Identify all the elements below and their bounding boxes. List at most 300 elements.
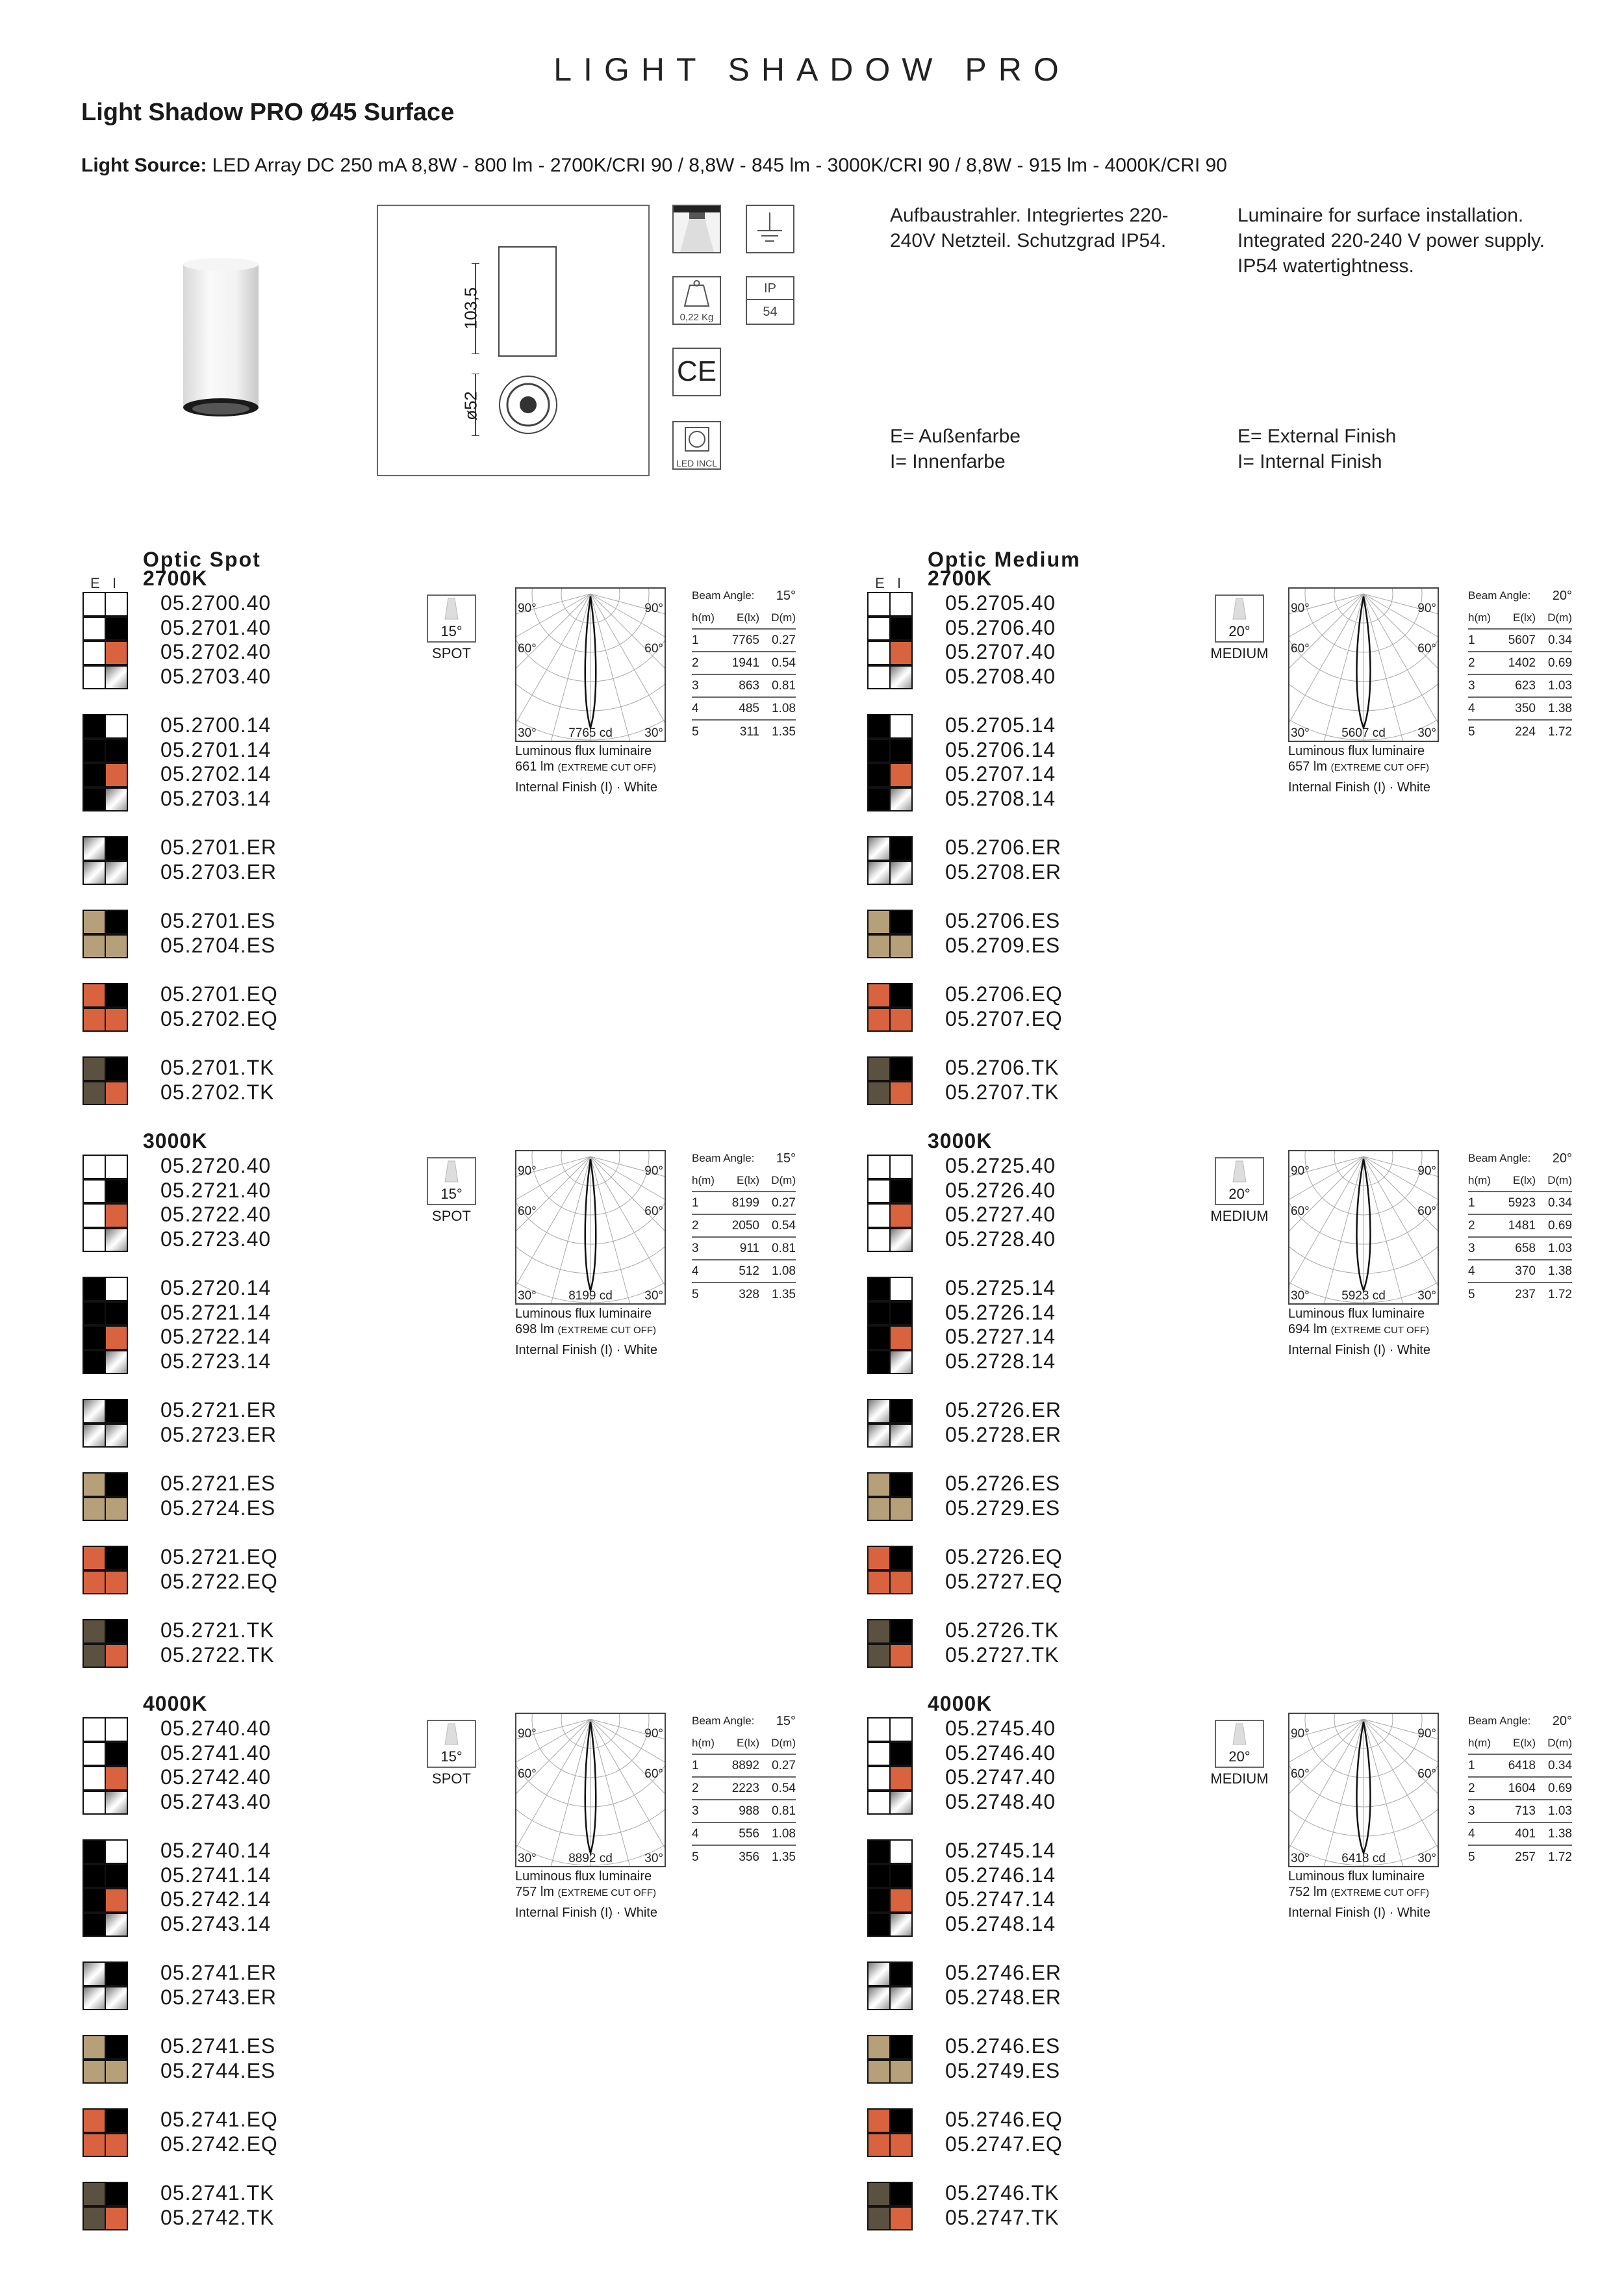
table-row[interactable] [867,1643,1059,1668]
article-code[interactable]: 05.2725.40 [945,1154,1056,1178]
table-row[interactable] [82,1618,274,1643]
table-row[interactable] [82,934,275,958]
angle-60-right: 60° [644,1205,663,1218]
flux-info [515,743,657,795]
brand-title: LIGHT SHADOW PRO [553,51,1071,88]
table-row[interactable] [82,1717,271,1741]
table-row[interactable] [82,665,271,689]
table-row[interactable] [867,909,1060,934]
article-code[interactable]: 05.2705.14 [945,713,1056,737]
illuminance-e: 328 [739,1287,759,1301]
angle-60-left: 60° [518,1205,537,1218]
external-finish-copper [82,1546,106,1570]
table-row[interactable] [867,982,1063,1007]
table-row[interactable] [867,1717,1056,1741]
article-code[interactable]: 05.2724.ES [160,1496,276,1520]
finish-swatch [867,1791,911,1814]
table-row[interactable] [867,1496,1060,1521]
finish-swatch [867,1056,911,1080]
illuminance-e: 224 [1515,724,1536,739]
angle-90-left: 90° [1291,1727,1310,1741]
table-row[interactable] [867,1570,1063,1594]
table-row[interactable] [82,1986,277,2010]
table-row[interactable] [867,1227,1056,1252]
article-code[interactable]: 05.2723.14 [160,1349,272,1373]
table-row[interactable] [867,1741,1056,1766]
article-code[interactable]: 05.2701.EQ [160,982,278,1006]
article-code[interactable]: 05.2722.40 [160,1203,272,1227]
table-row[interactable] [867,2108,1063,2132]
table-row[interactable] [82,738,271,763]
article-code[interactable]: 05.2707.14 [945,762,1056,786]
article-code[interactable]: 05.2706.ES [945,909,1061,933]
optic-label: SPOT [432,1770,471,1787]
external-finish-white [82,1179,106,1204]
finish-swatch [82,617,127,640]
table-header [692,1732,796,1755]
article-code[interactable]: 05.2745.40 [945,1717,1056,1741]
internal-finish-copper [889,1766,913,1791]
article-code[interactable]: 05.2721.14 [160,1300,272,1324]
internal-finish-chrome [889,1791,913,1815]
article-code[interactable]: 05.2745.14 [945,1839,1056,1863]
internal-finish-chrome [105,1791,128,1815]
internal-finish-white [889,592,913,617]
distance-h: 5 [692,1287,699,1301]
table-row[interactable] [867,2181,1059,2206]
finish-swatch [867,641,911,664]
internal-finish-white [105,1155,128,1179]
table-row[interactable] [867,1961,1061,1986]
article-code[interactable]: 05.2748.40 [945,1789,1056,1813]
table-row[interactable] [867,1618,1059,1643]
article-code[interactable]: 05.2720.40 [160,1154,272,1178]
angle-60-right: 60° [644,642,663,656]
beam-angle-number: 15° [776,1713,796,1728]
article-code[interactable]: 05.2702.EQ [160,1006,278,1030]
article-code[interactable]: 05.2709.ES [945,933,1061,957]
peak-intensity: 8892 cd [568,1852,613,1865]
article-code[interactable]: 05.2740.40 [160,1717,272,1741]
article-code[interactable]: 05.2702.40 [160,640,272,664]
table-row[interactable] [82,1056,274,1080]
table-row[interactable] [867,2059,1060,2084]
table-row[interactable] [82,1887,271,1912]
internal-finish-chrome [889,1424,913,1448]
code-group [867,1618,1059,1667]
table-row[interactable] [82,1912,271,1937]
table-row[interactable] [82,1349,271,1374]
table-row [1468,1260,1572,1283]
diameter-d: 0.34 [1548,1758,1572,1772]
table-row[interactable] [867,1007,1063,1032]
internal-finish-black [889,2035,913,2060]
article-code[interactable]: 05.2706.EQ [945,982,1063,1006]
table-row[interactable] [867,787,1056,811]
table-row[interactable] [867,738,1056,763]
code-group [82,836,277,884]
diameter-d: 0.81 [772,1241,796,1255]
table-row[interactable] [867,1545,1063,1570]
article-code[interactable]: 05.2746.ER [945,1961,1062,1985]
internal-finish-copper [889,1644,913,1668]
table-row[interactable] [82,1154,271,1179]
beam-angle-label: Beam Angle: [692,589,755,602]
article-code[interactable]: 05.2701.40 [160,615,272,639]
table-row[interactable] [867,1839,1056,1863]
article-code[interactable]: 05.2726.ER [945,1398,1062,1422]
article-code[interactable]: 05.2747.14 [945,1887,1056,1911]
article-code[interactable]: 05.2742.40 [160,1765,272,1789]
table-row[interactable] [82,1179,271,1203]
col-header-h: h(m) [692,1173,715,1186]
table-row[interactable] [82,1839,271,1863]
article-code[interactable]: 05.2727.14 [945,1325,1056,1349]
table-row[interactable] [867,1203,1056,1227]
table-row[interactable] [82,1790,271,1815]
flux-value-line [515,1322,657,1338]
table-row[interactable] [867,1398,1061,1423]
external-finish-white [867,1228,891,1253]
article-code[interactable]: 05.2726.EQ [945,1545,1063,1569]
table-row[interactable] [82,616,271,641]
article-code[interactable]: 05.2706.14 [945,737,1056,761]
article-code[interactable]: 05.2722.EQ [160,1569,278,1593]
article-code[interactable]: 05.2722.14 [160,1325,272,1349]
article-code[interactable]: 05.2701.14 [160,737,272,761]
article-code[interactable]: 05.2726.ES [945,1472,1061,1496]
external-finish-tk [82,1619,106,1644]
finish-swatch [82,592,127,615]
article-code[interactable]: 05.2728.40 [945,1227,1056,1251]
internal-finish-black [889,1961,913,1986]
table-row[interactable] [82,1863,271,1888]
table-row [692,1755,796,1778]
article-code[interactable]: 05.2746.ES [945,2034,1061,2058]
article-code[interactable]: 05.2748.ER [945,1985,1062,2009]
table-row[interactable] [867,860,1061,885]
article-code[interactable]: 05.2722.TK [160,1642,275,1667]
table-row[interactable] [867,1325,1056,1349]
table-row[interactable] [82,1570,278,1594]
flux-label: Luminous flux luminaire [515,1869,652,1884]
article-code[interactable]: 05.2723.ER [160,1422,277,1446]
table-row[interactable] [82,1080,274,1105]
article-code[interactable]: 05.2703.40 [160,664,272,688]
article-code[interactable]: 05.2747.40 [945,1765,1056,1789]
article-code[interactable]: 05.2706.ER [945,836,1062,860]
table-row[interactable] [867,1423,1061,1448]
table-row[interactable] [82,2108,278,2132]
external-finish-copper [867,2108,891,2133]
illuminance-e: 863 [739,678,759,693]
article-code[interactable]: 05.2725.14 [945,1276,1056,1300]
code-group [82,591,271,689]
table-row[interactable] [82,1496,275,1521]
external-finish-black [867,763,891,787]
finish-swatch [867,1546,911,1569]
external-finish-black [82,739,106,763]
article-code[interactable]: 05.2741.EQ [160,2108,278,2132]
article-code[interactable]: 05.2746.EQ [945,2108,1063,2132]
table-row[interactable] [82,1765,271,1790]
beam-angle-row [692,1710,796,1732]
internal-finish-black [105,617,128,641]
code-group [82,1472,275,1520]
table-row[interactable] [82,1203,271,1227]
table-row[interactable] [867,762,1056,787]
article-code[interactable]: 05.2707.40 [945,640,1056,664]
table-row[interactable] [82,762,271,787]
table-row[interactable] [82,1643,274,1668]
table-row[interactable] [82,860,277,885]
article-code[interactable]: 05.2747.EQ [945,2132,1063,2156]
article-code[interactable]: 05.2701.ER [160,836,277,860]
table-row[interactable] [867,836,1061,860]
external-finish-white [867,641,891,665]
internal-finish-black [889,1546,913,1570]
external-finish-white [82,1203,106,1228]
diameter-d: 1.08 [772,701,796,715]
article-code[interactable]: 05.2741.ER [160,1961,277,1985]
article-code[interactable]: 05.2742.TK [160,2205,275,2229]
article-code[interactable]: 05.2741.40 [160,1741,272,1765]
article-code[interactable]: 05.2727.TK [945,1642,1059,1667]
article-code[interactable]: 05.2721.EQ [160,1545,278,1569]
table-row[interactable] [867,2132,1063,2157]
col-header-d: D(m) [771,1173,796,1186]
external-finish-black [82,1277,106,1301]
finish-swatch [867,617,911,640]
article-code[interactable]: 05.2742.14 [160,1887,272,1911]
diameter-d: 1.08 [772,1826,796,1841]
external-finish-copper [82,1008,106,1032]
article-code[interactable]: 05.2740.14 [160,1839,272,1863]
table-row[interactable] [82,1227,271,1252]
beam-cone-icon [428,1158,475,1184]
internal-finish-gold [889,2060,913,2084]
table-row[interactable] [82,982,278,1007]
internal-finish-gold [105,1497,128,1522]
external-finish-black [82,787,106,812]
table-row[interactable] [867,1986,1061,2010]
article-code[interactable]: 05.2742.EQ [160,2132,278,2156]
article-code[interactable]: 05.2721.TK [160,1618,275,1642]
article-code[interactable]: 05.2743.ER [160,1985,277,2009]
code-group [867,713,1056,811]
table-row[interactable] [867,713,1056,738]
article-code[interactable]: 05.2707.TK [945,1080,1059,1104]
table-row[interactable] [867,1790,1056,1815]
table-row[interactable] [82,1276,271,1301]
article-code[interactable]: 05.2701.TK [160,1056,275,1080]
article-code[interactable]: 05.2702.14 [160,762,272,786]
article-code[interactable]: 05.2705.40 [945,591,1056,615]
table-row[interactable] [867,616,1056,641]
code-group [867,1839,1056,1936]
article-code[interactable]: 05.2702.TK [160,1080,275,1104]
article-code[interactable]: 05.2708.ER [945,860,1062,884]
article-code[interactable]: 05.2726.40 [945,1178,1056,1202]
finish-swatch [867,2133,911,2156]
article-code[interactable]: 05.2726.TK [945,1618,1059,1642]
article-code[interactable]: 05.2721.ER [160,1398,277,1422]
table-row[interactable] [867,1912,1056,1937]
diameter-d: 0.34 [1548,1195,1572,1210]
table-row[interactable] [867,2034,1060,2059]
external-finish-black [82,714,106,739]
table-row[interactable] [867,1301,1056,1325]
internal-finish-copper [105,1888,128,1913]
external-finish-white [82,592,106,617]
article-code[interactable]: 05.2746.40 [945,1741,1056,1765]
table-row[interactable] [867,1154,1056,1179]
finish-header-internal: I [112,575,117,591]
article-code[interactable]: 05.2706.TK [945,1056,1059,1080]
description-en: Luminaire for surface installation. Integrated 220-240 V power supply. IP54 watertightness. [1237,205,1545,277]
table-row[interactable] [82,713,271,738]
finish-swatch [82,665,127,689]
table-row[interactable] [867,665,1056,689]
article-code[interactable]: 05.2726.14 [945,1300,1056,1324]
article-code[interactable]: 05.2741.14 [160,1863,272,1887]
external-finish-tk [82,2182,106,2206]
table-row[interactable] [82,1545,278,1570]
code-group [82,1717,271,1814]
finish-legend-en: E= External Finish I= Internal Finish [1237,426,1397,472]
article-code[interactable]: 05.2707.EQ [945,1006,1063,1030]
finish-swatch [82,910,127,933]
table-row[interactable] [867,1080,1059,1105]
table-row[interactable] [82,1423,277,1448]
diameter-d: 1.38 [1548,1264,1572,1278]
diameter-d: 1.35 [772,724,796,739]
table-row[interactable] [82,1301,271,1325]
external-finish-black [867,1350,891,1375]
article-code[interactable]: 05.2744.ES [160,2058,276,2082]
article-code[interactable]: 05.2700.14 [160,713,272,737]
table-row[interactable] [82,1472,275,1496]
table-row[interactable] [82,2181,274,2206]
table-row[interactable] [82,909,275,934]
photometric-table [1468,585,1572,743]
flux-label: Luminous flux luminaire [1288,1869,1425,1884]
table-row[interactable] [82,1007,278,1032]
table-row[interactable] [867,1349,1056,1374]
table-row[interactable] [82,787,271,811]
external-finish-tk [82,1056,106,1081]
table-row[interactable] [82,1741,271,1766]
angle-60-left: 60° [1291,642,1310,656]
external-finish-gold [867,910,891,934]
article-code[interactable]: 05.2748.14 [945,1911,1056,1935]
article-code[interactable]: 05.2720.14 [160,1276,272,1300]
article-code[interactable]: 05.2729.ES [945,1496,1061,1520]
cutoff-label: (EXTREME CUT OFF) [1330,762,1429,773]
table-row[interactable] [82,836,277,860]
table-row[interactable] [82,2059,275,2084]
article-code[interactable]: 05.2704.ES [160,933,276,957]
table-row [692,1778,796,1800]
internal-finish-chrome [889,1913,913,1937]
article-code[interactable]: 05.2746.14 [945,1863,1056,1887]
article-code[interactable]: 05.2728.ER [945,1422,1062,1446]
article-code[interactable]: 05.2728.14 [945,1349,1056,1373]
article-code[interactable]: 05.2708.14 [945,786,1056,810]
table-row[interactable] [867,1276,1056,1301]
product-image [175,257,273,426]
article-code[interactable]: 05.2703.ER [160,860,277,884]
article-code[interactable]: 05.2749.ES [945,2058,1061,2082]
code-group [82,909,275,958]
article-code[interactable]: 05.2743.40 [160,1789,272,1813]
finish-swatch [82,1619,127,1642]
article-code[interactable]: 05.2700.40 [160,591,272,615]
table-row[interactable] [867,640,1056,665]
article-code[interactable]: 05.2706.40 [945,615,1056,639]
finish-swatch [867,2206,911,2230]
table-row[interactable] [82,1325,271,1349]
external-finish-black [867,1913,891,1937]
table-row[interactable] [867,591,1056,616]
table-header [1468,607,1572,630]
table-row[interactable] [867,2206,1059,2230]
distance-h: 4 [1468,1264,1475,1278]
code-group [867,1276,1056,1373]
internal-finish-copper [105,641,128,665]
flux-label: Luminous flux luminaire [515,1307,652,1321]
article-code[interactable]: 05.2721.ES [160,1472,276,1496]
distance-h: 2 [1468,1781,1475,1795]
table-row[interactable] [82,2206,274,2230]
article-code[interactable]: 05.2727.40 [945,1203,1056,1227]
table-row[interactable] [867,1863,1056,1888]
article-code[interactable]: 05.2723.40 [160,1227,272,1251]
table-row[interactable] [82,591,271,616]
article-code[interactable]: 05.2701.ES [160,909,276,933]
article-code[interactable]: 05.2743.14 [160,1911,272,1935]
internal-finish-black [105,983,128,1008]
table-row[interactable] [82,2034,275,2059]
internal-finish-black [889,2182,913,2206]
table-header [692,607,796,630]
table-row[interactable] [82,1398,277,1423]
internal-finish-copper [105,763,128,787]
table-row[interactable] [867,1887,1056,1912]
table-row[interactable] [867,1765,1056,1790]
section-title: Optic Spot [143,548,261,571]
table-row[interactable] [82,2132,278,2157]
article-code[interactable]: 05.2741.TK [160,2181,275,2205]
table-row[interactable] [867,1179,1056,1203]
article-code[interactable]: 05.2741.ES [160,2034,276,2058]
table-row[interactable] [82,1961,277,1986]
article-code[interactable]: 05.2708.40 [945,664,1056,688]
table-row[interactable] [867,1472,1060,1496]
table-row[interactable] [867,934,1060,958]
table-row[interactable] [867,1056,1059,1080]
internal-finish-white [889,1839,913,1864]
article-code[interactable]: 05.2727.EQ [945,1569,1063,1593]
article-code[interactable]: 05.2721.40 [160,1178,272,1202]
table-row[interactable] [82,640,271,665]
article-code[interactable]: 05.2746.TK [945,2181,1059,2205]
article-code[interactable]: 05.2747.TK [945,2205,1059,2229]
article-code[interactable]: 05.2703.14 [160,786,272,810]
flux-info [1288,1306,1430,1358]
table-row [692,630,796,652]
external-finish-white [82,1228,106,1253]
